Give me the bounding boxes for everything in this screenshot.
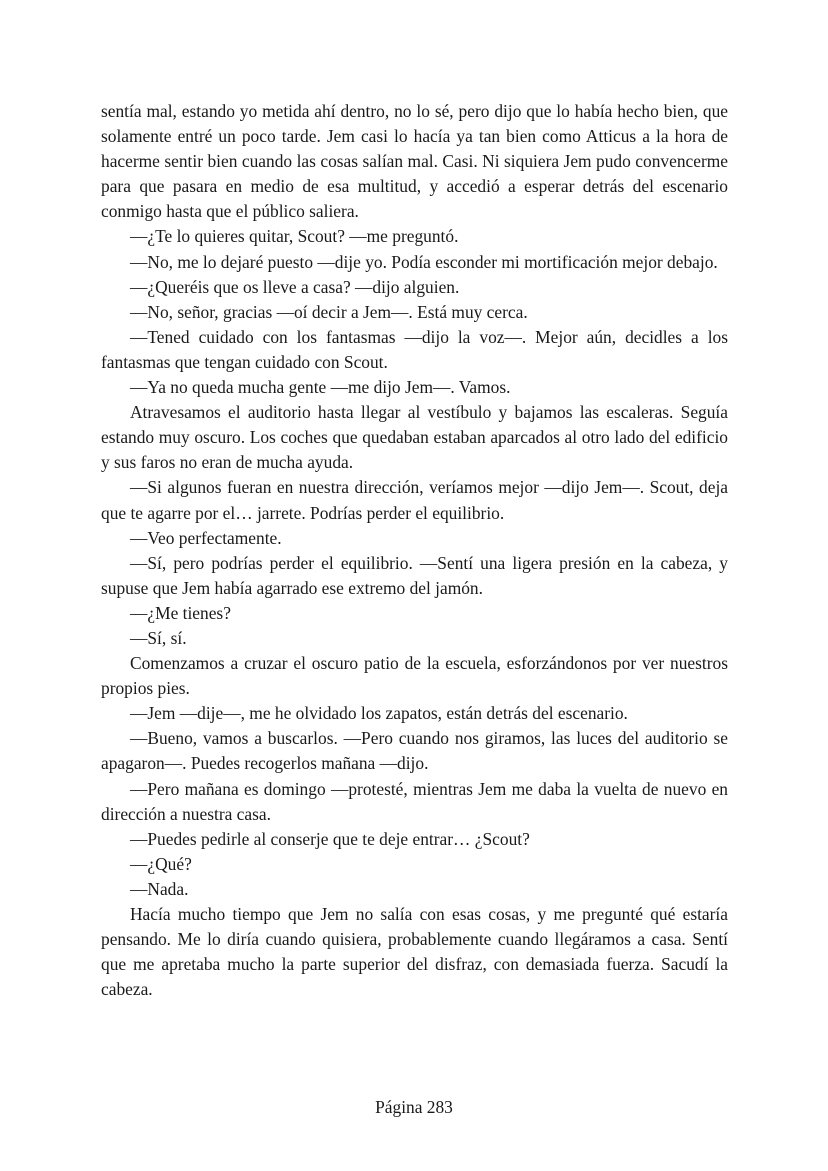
paragraph: —Sí, pero podrías perder el equilibrio. —Sentí una ligera presión en la cabeza, y supuse que Jem había agarrado ese extremo del jamón.	[101, 552, 728, 598]
paragraph: —Pero mañana es domingo —protesté, mientras Jem me daba la vuelta de nuevo en dirección a nuestra casa.	[101, 778, 728, 824]
page-number: Página 283	[375, 1097, 453, 1117]
paragraph: —Ya no queda mucha gente —me dijo Jem—. Vamos.	[130, 377, 511, 398]
paragraph: —¿Qué?	[130, 853, 192, 874]
paragraph: Comenzamos a cruzar el oscuro patio de la escuela, esforzándonos por ver nuestros propios pies.	[101, 653, 728, 699]
paragraph: —¿Queréis que os lleve a casa? —dijo alguien.	[130, 276, 460, 297]
page-body	[101, 99, 728, 1002]
paragraph: —Bueno, vamos a buscarlos. —Pero cuando nos giramos, las luces del auditorio se apagaron—. Puedes recogerlos mañana —dijo.	[101, 728, 728, 774]
paragraph: —Puedes pedirle al conserje que te deje entrar… ¿Scout?	[130, 828, 530, 849]
paragraph: —Si algunos fueran en nuestra dirección, veríamos mejor —dijo Jem—. Scout, deja que te agarre por el… jarrete. Podrías perder el equilibrio.	[101, 477, 728, 523]
paragraph: —Nada.	[130, 878, 189, 899]
paragraph: —¿Te lo quieres quitar, Scout? —me preguntó.	[130, 226, 459, 247]
paragraph: —No, me lo dejaré puesto —dije yo. Podía esconder mi mortificación mejor debajo.	[130, 251, 718, 272]
paragraph: —Sí, sí.	[130, 627, 187, 648]
paragraph: —Tened cuidado con los fantasmas —dijo la voz—. Mejor aún, decidles a los fantasmas que tengan cuidado con Scout.	[101, 326, 728, 372]
paragraph: —Jem —dije—, me he olvidado los zapatos, están detrás del escenario.	[130, 703, 628, 724]
paragraph: Hacía mucho tiempo que Jem no salía con esas cosas, y me pregunté qué estaría pensando. Me lo diría cuando quisiera, probablemente cuando llegáramos a casa. Sentí que me apretaba mucho la parte superior del disfraz, con demasiada fuerza. Sacudí la cabeza.	[101, 904, 728, 1000]
paragraph: —Veo perfectamente.	[130, 527, 282, 548]
paragraph: —No, señor, gracias —oí decir a Jem—. Está muy cerca.	[130, 301, 528, 322]
paragraph: —¿Me tienes?	[130, 602, 231, 623]
paragraph: sentía mal, estando yo metida ahí dentro, no lo sé, pero dijo que lo había hecho bien, que solamente entré un poco tarde. Jem casi lo hacía ya tan bien como Atticus a la hora de hacerme sentir bien cuando las cosas salían mal. Casi. Ni siquiera Jem pudo convencerme para que pasara en medio de esa multitud, y accedió a esperar detrás del escenario conmigo hasta que el público saliera.	[101, 101, 728, 222]
paragraph: Atravesamos el auditorio hasta llegar al vestíbulo y bajamos las escaleras. Seguía estando muy oscuro. Los coches que quedaban estaban aparcados al otro lado del edificio y sus faros no eran de mucha ayuda.	[101, 402, 728, 473]
